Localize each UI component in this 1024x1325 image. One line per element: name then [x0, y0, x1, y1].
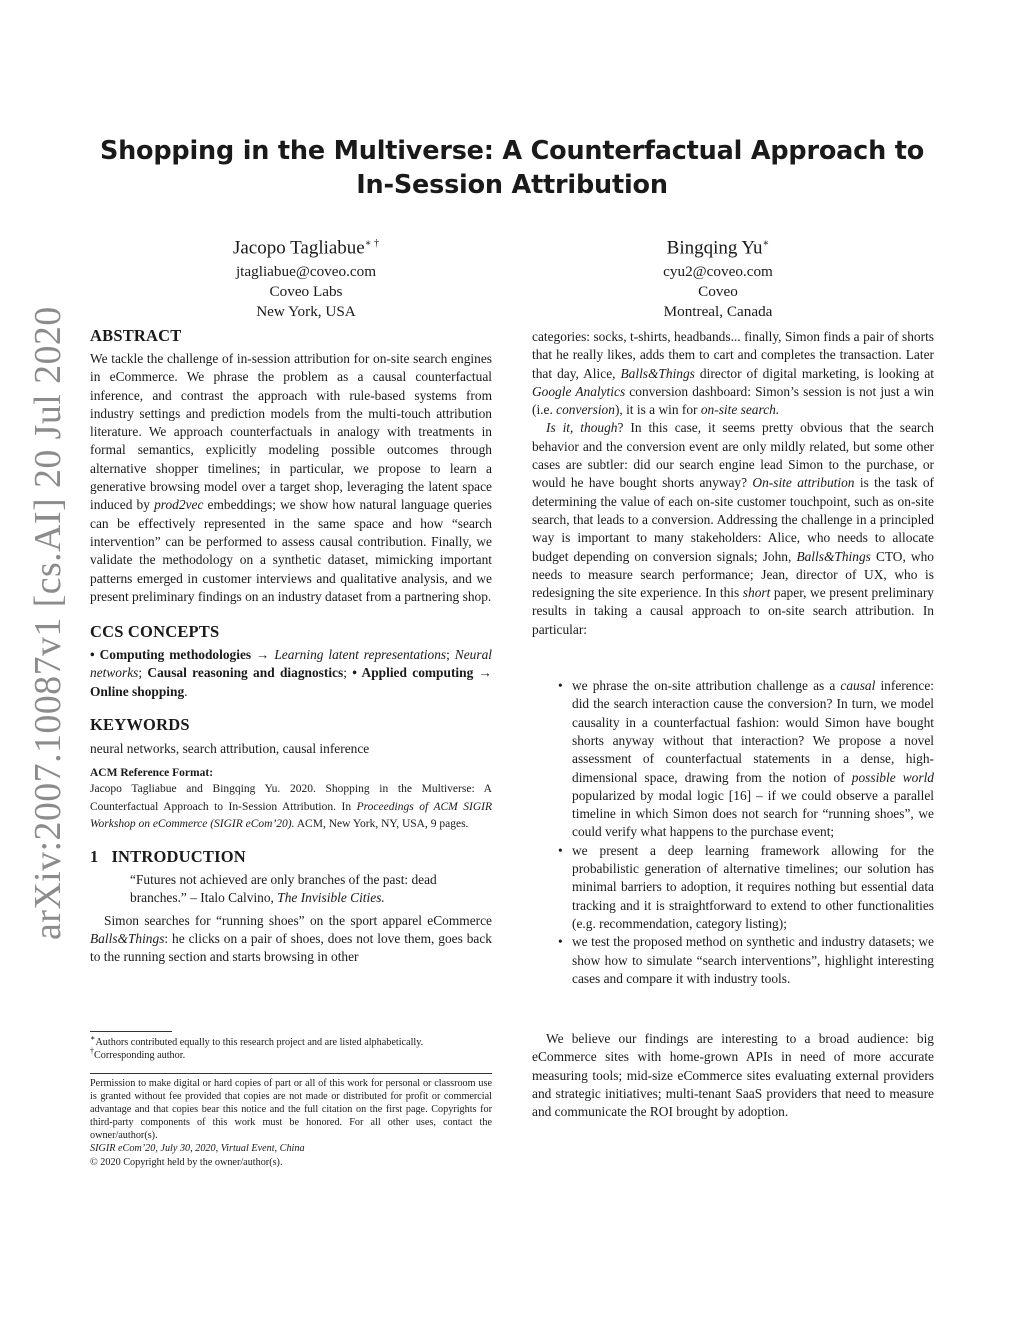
- right-column: [532, 328, 934, 1122]
- abstract-heading: ABSTRACT: [90, 326, 182, 345]
- bullet-icon: •: [558, 842, 563, 858]
- venue-line: SIGIR eCom’20, July 30, 2020, Virtual Event, China: [90, 1143, 305, 1155]
- footnote-1: ∗Authors contributed equally to this research project and are listed alphabetically.: [90, 1033, 424, 1048]
- author-location: Montreal, Canada: [663, 303, 773, 321]
- author-org: Coveo Labs: [269, 283, 343, 301]
- footnote-2: †Corresponding author.: [90, 1046, 186, 1062]
- list-item: • we phrase the on-site attribution challenge as a causal inference: did the search interaction cause the conversion? In turn, we model causality in a counterfactual fashion: would Simon have bought shorts anyway without that interaction? We propose a novel assessment of counterfactual statements in a dense, high-dimensional space, drawing from the notion of possible world popularized by modal logic [16] – if we could observe a parallel timeline in which Simon does not search for “running shoes”, we could verify what happens to the purchase event;: [558, 678, 934, 840]
- list-item: • we present a deep learning framework allowing for the probabilistic generation of alternative timelines; our solution has minimal barriers to adoption, it requires nothing but essential data tracking and it is straightforward to extend to other functionalities (e.g. recommendation, category listing);: [558, 842, 934, 931]
- intro-paragraph-1: Simon searches for “running shoes” on the sport apparel eCommerce Balls&Things: he clicks on a pair of shoes, does not love them, goes back to the running section and starts browsing in other: [90, 912, 492, 965]
- ccs-text: • Computing methodologies → Learning latent representations; Neural networks; Causal reasoning and diagnostics; • Applied computing → Online shopping.: [90, 647, 492, 699]
- keywords-heading: KEYWORDS: [90, 715, 190, 735]
- author-email[interactable]: jtagliabue@coveo.com: [235, 263, 377, 281]
- acm-ref-heading: ACM Reference Format:: [90, 767, 214, 780]
- author-name: Bingqing Yu: [666, 237, 763, 259]
- footnote-rule: [90, 1031, 172, 1032]
- bullet-icon: •: [558, 678, 563, 694]
- author-org: Coveo: [698, 283, 738, 301]
- contribution-list: [532, 677, 934, 988]
- author-name: Jacopo Tagliabue: [232, 237, 365, 259]
- author-marks: ∗: [762, 238, 770, 249]
- intro-heading: [90, 847, 492, 867]
- author-block-1: [156, 232, 456, 322]
- title-line-1: Shopping in the Multiverse: A Counterfactual Approach to: [99, 136, 925, 166]
- ccs-heading: CCS CONCEPTS: [90, 622, 220, 642]
- right-paragraph-1: categories: socks, t-shirts, headbands... finally, Simon finds a pair of shorts that he really likes, adds them to cart and completes the transaction. Later that day, Alice, Balls&Things director of digital marketing, is looking at Google Analytics conversion dashboard: Simon’s session is not just a win (i.e. conversion), it is a win for on-site search.: [532, 329, 935, 418]
- author-location: New York, USA: [256, 303, 356, 321]
- author-block-2: [568, 232, 868, 322]
- permission-block: [90, 1077, 492, 1169]
- permission-text: Permission to make digital or hard copies of part or all of this work for personal or classroom use is granted without fee provided that copies are not made or distributed for profit or commercial advantage and that copies bear this notice and the full citation on the first page. Copyrights for third-party components of this work must be honored. For all other uses, contact the owner/author(s).: [90, 1078, 492, 1142]
- abstract-text: We tackle the challenge of in-session attribution for on-site search engines in eCommerce. We phrase the problem as a causal counterfactual inference, and contrast the approach with rule-based systems from industry settings and prediction models from the multi-touch attribution literature. We approach counterfactuals in analogy with treatments in formal semantics, explicitly modeling possible outcomes through alternative shopper timelines; in particular, we propose to learn a generative browsing model over a target shop, leveraging the latent space induced by prod2vec embeddings; we show how natural language queries can be effectively represented in the same space and how “search intervention” can be performed to assess causal contribution. Finally, we validate the methodology on a synthetic dataset, mimicking important patterns emerged in customer interviews and qualitative analysis, and we present preliminary findings on an industry dataset from a partnering shop.: [90, 351, 492, 604]
- footnotes: [90, 1033, 492, 1062]
- left-column: [90, 326, 492, 966]
- arxiv-identifier: arXiv:2007.10087v1 [cs.AI] 20 Jul 2020: [27, 306, 69, 940]
- title-line-2: In-Session Attribution: [356, 170, 668, 200]
- permission-rule: [90, 1073, 492, 1074]
- section-title: INTRODUCTION: [111, 846, 246, 866]
- author-email[interactable]: cyu2@coveo.com: [663, 263, 773, 281]
- right-paragraph-2: Is it, though? In this case, it seems pretty obvious that the search behavior and the conversion event are only mildly related, but some other cases are subtler: did our search engine lead Simon to the purchase, or would he have bought shorts anyway? On-site attribution is the task of determining the value of each on-site customer touchpoint, such as on-site search, that leads to a conversion. Addressing the challenge in a principled way is important to many stakeholders: Alice, who needs to allocate budget depending on conversion signals; John, Balls&Things CTO, who needs to measure search performance; Jean, director of UX, who is redesigning the site experience. In this short paper, we present preliminary results in taking a causal approach to on-site search attribution. In particular:: [532, 420, 935, 637]
- bullet-icon: •: [558, 934, 563, 950]
- list-item: • we test the proposed method on synthetic and industry datasets; we show how to simulate “search interventions”, highlight interesting cases and compare it with industry tools.: [558, 934, 934, 986]
- right-closing-paragraph: We believe our findings are interesting to a broad audience: big eCommerce sites with home-grown APIs in need of more accurate measuring tools; mid-size eCommerce sites evaluating external providers and strategic initiatives; multi-tenant SaaS providers that need to measure and communicate the ROI brought by adoption.: [532, 1031, 934, 1120]
- section-number: 1: [90, 846, 99, 866]
- author-marks: ∗ †: [364, 238, 380, 249]
- keywords-text: neural networks, search attribution, causal inference: [90, 741, 370, 757]
- epigraph: “Futures not achieved are only branches of the past: dead branches.” – Italo Calvino, The Invisible Cities.: [130, 871, 437, 906]
- acm-ref-text: Jacopo Tagliabue and Bingqing Yu. 2020. Shopping in the Multiverse: A Counterfactual Approach to In-Session Attribution. In Proceedings of ACM SIGIR Workshop on eCommerce (SIGIR eCom’20). ACM, New York, NY, USA, 9 pages.: [90, 783, 492, 830]
- copyright-line: © 2020 Copyright held by the owner/author(s).: [90, 1156, 283, 1168]
- paper-title: [90, 134, 934, 202]
